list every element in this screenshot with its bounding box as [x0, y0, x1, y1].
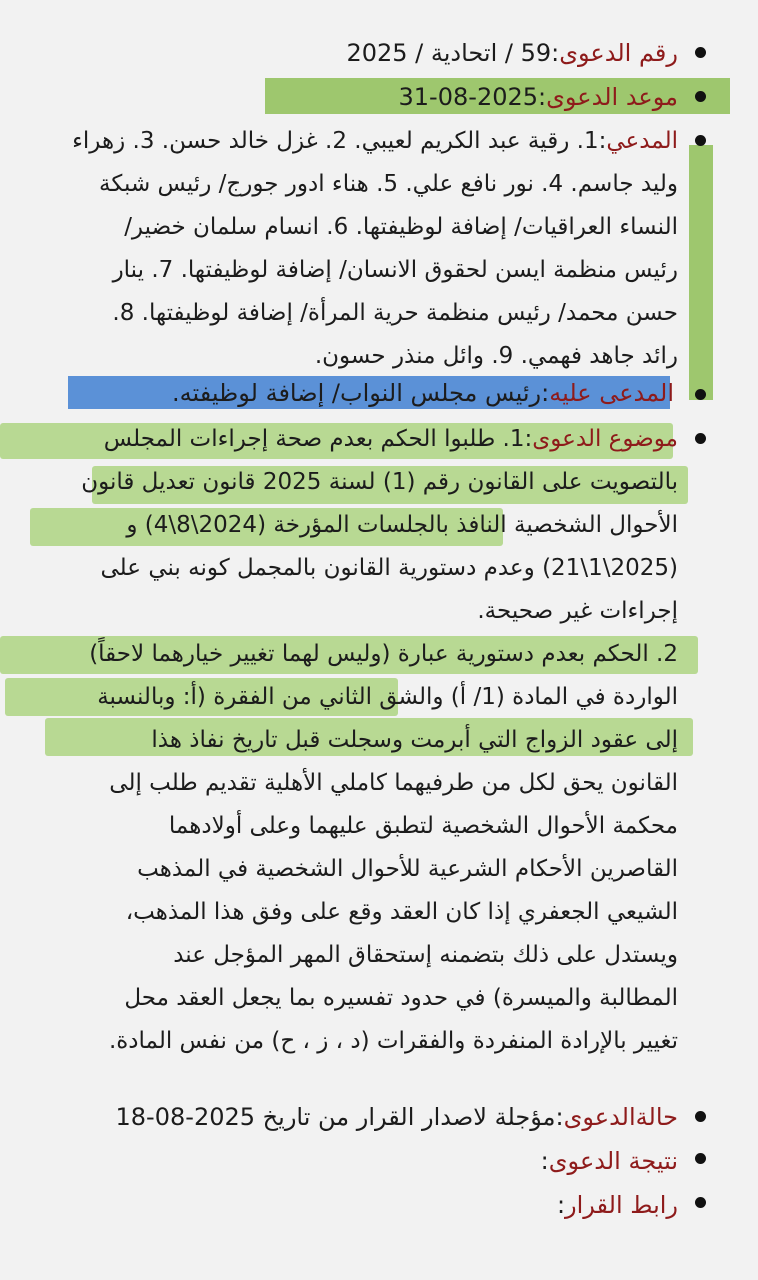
subject-line-6: 2. الحكم بعدم دستورية عبارة (وليس لهما تغيير خيارهما لاحقاً): [89, 641, 678, 667]
result-label: نتيجة الدعوى: [548, 1147, 678, 1175]
decision-link-value[interactable]: :: [556, 1191, 566, 1219]
decision-link-line: [557, 1185, 678, 1225]
bullet-case-number: [695, 47, 706, 58]
subject-line-9: القانون يحق لكل من طرفيهما كاملي الأهلية تقديم طلب إلى: [109, 770, 678, 796]
plaintiff-line-3: النساء العراقيات/ إضافة لوظيفتها. 6. انسام سلمان خضير/: [124, 214, 678, 240]
bullet-decision-link: [695, 1197, 706, 1208]
case-date-label: موعد الدعوى: [546, 83, 678, 111]
status-label: حالةالدعوى: [563, 1103, 678, 1131]
plaintiff-label: المدعي: [606, 128, 678, 154]
subject-line-15: تغيير بالإرادة المنفردة والفقرات (د ، ز ، ح) من نفس المادة.: [108, 1028, 678, 1054]
bullet-status: [695, 1111, 706, 1122]
result-value: :: [540, 1147, 549, 1175]
subject-line-10: محكمة الأحوال الشخصية لتطبق عليهما وعلى أولادهما: [168, 813, 678, 839]
subject-line-12: الشيعي الجعفري إذا كان العقد وقع على وفق هذا المذهب،: [125, 899, 678, 925]
subject-line-4: (2025\1\21) وعدم دستورية القانون بالمجمل كونه بني على: [100, 555, 678, 581]
subject-line-7: الواردة في المادة (1/ أ) والشق الثاني من الفقرة (أ: وبالنسبة: [97, 684, 678, 710]
plaintiff-block: [12, 120, 678, 378]
subject-label: موضوع الدعوى: [532, 426, 678, 452]
case-number-line: [346, 33, 678, 73]
plaintiff-line-6: رائد جاهد فهمي. 9. وائل منذر حسون.: [314, 343, 678, 369]
subject-block: [12, 418, 678, 1063]
status-line: [116, 1097, 679, 1137]
highlight-plaintiff-bar: [689, 145, 713, 400]
bullet-plaintiff: [695, 135, 706, 146]
subject-line-5: إجراءات غير صحيحة.: [477, 598, 678, 624]
defendant-label: المدعى عليه: [549, 379, 674, 407]
result-line: [541, 1141, 678, 1181]
subject-line-3: الأحوال الشخصية النافذ بالجلسات المؤرخة (2024\8\4) و: [126, 512, 678, 538]
status-value: :مؤجلة لاصدار القرار من تاريخ 2025-08-18: [115, 1103, 564, 1131]
case-date-line: [399, 77, 679, 117]
case-date-value: :2025-08-31: [398, 83, 547, 111]
bullet-result: [695, 1153, 706, 1164]
bullet-defendant: [695, 389, 706, 400]
plaintiff-line-5: حسن محمد/ رئيس منظمة حرية المرأة/ إضافة لوظيفتها. 8.: [112, 300, 678, 326]
defendant-value: :رئيس مجلس النواب/ إضافة لوظيفته.: [172, 379, 550, 407]
case-number-label: رقم الدعوى: [559, 39, 678, 67]
subject-line-8: إلى عقود الزواج التي أبرمت وسجلت قبل تاريخ نفاذ هذا: [151, 727, 678, 753]
subject-line-13: ويستدل على ذلك بتضمنه إستحقاق المهر المؤجل عند: [173, 942, 678, 968]
plaintiff-line-2: وليد جاسم. 4. نور نافع علي. 5. هناء ادور جورج/ رئيس شبكة: [98, 171, 678, 197]
decision-link-label: رابط القرار: [565, 1191, 678, 1219]
defendant-line: [172, 373, 674, 413]
plaintiff-line-4: رئيس منظمة ايسن لحقوق الانسان/ إضافة لوظيفتها. 7. ينار: [112, 257, 678, 283]
bullet-subject: [695, 433, 706, 444]
subject-line-14: المطالبة والميسرة) في حدود تفسيره بما يجعل العقد محل: [124, 985, 678, 1011]
subject-line-11: القاصرين الأحكام الشرعية للأحوال الشخصية في المذهب: [137, 856, 678, 882]
subject-line-1: موضوع الدعوى:1. طلبوا الحكم بعدم صحة إجراءات المجلس: [103, 426, 678, 452]
subject-line-2: بالتصويت على القانون رقم (1) لسنة 2025 قانون تعديل قانون: [81, 469, 678, 495]
case-number-value: :59 / اتحادية / 2025: [346, 39, 560, 67]
bullet-case-date: [695, 91, 706, 102]
plaintiff-line-1: المدعي:1. رقية عبد الكريم لعيبي. 2. غزل خالد حسن. 3. زهراء: [72, 128, 678, 154]
